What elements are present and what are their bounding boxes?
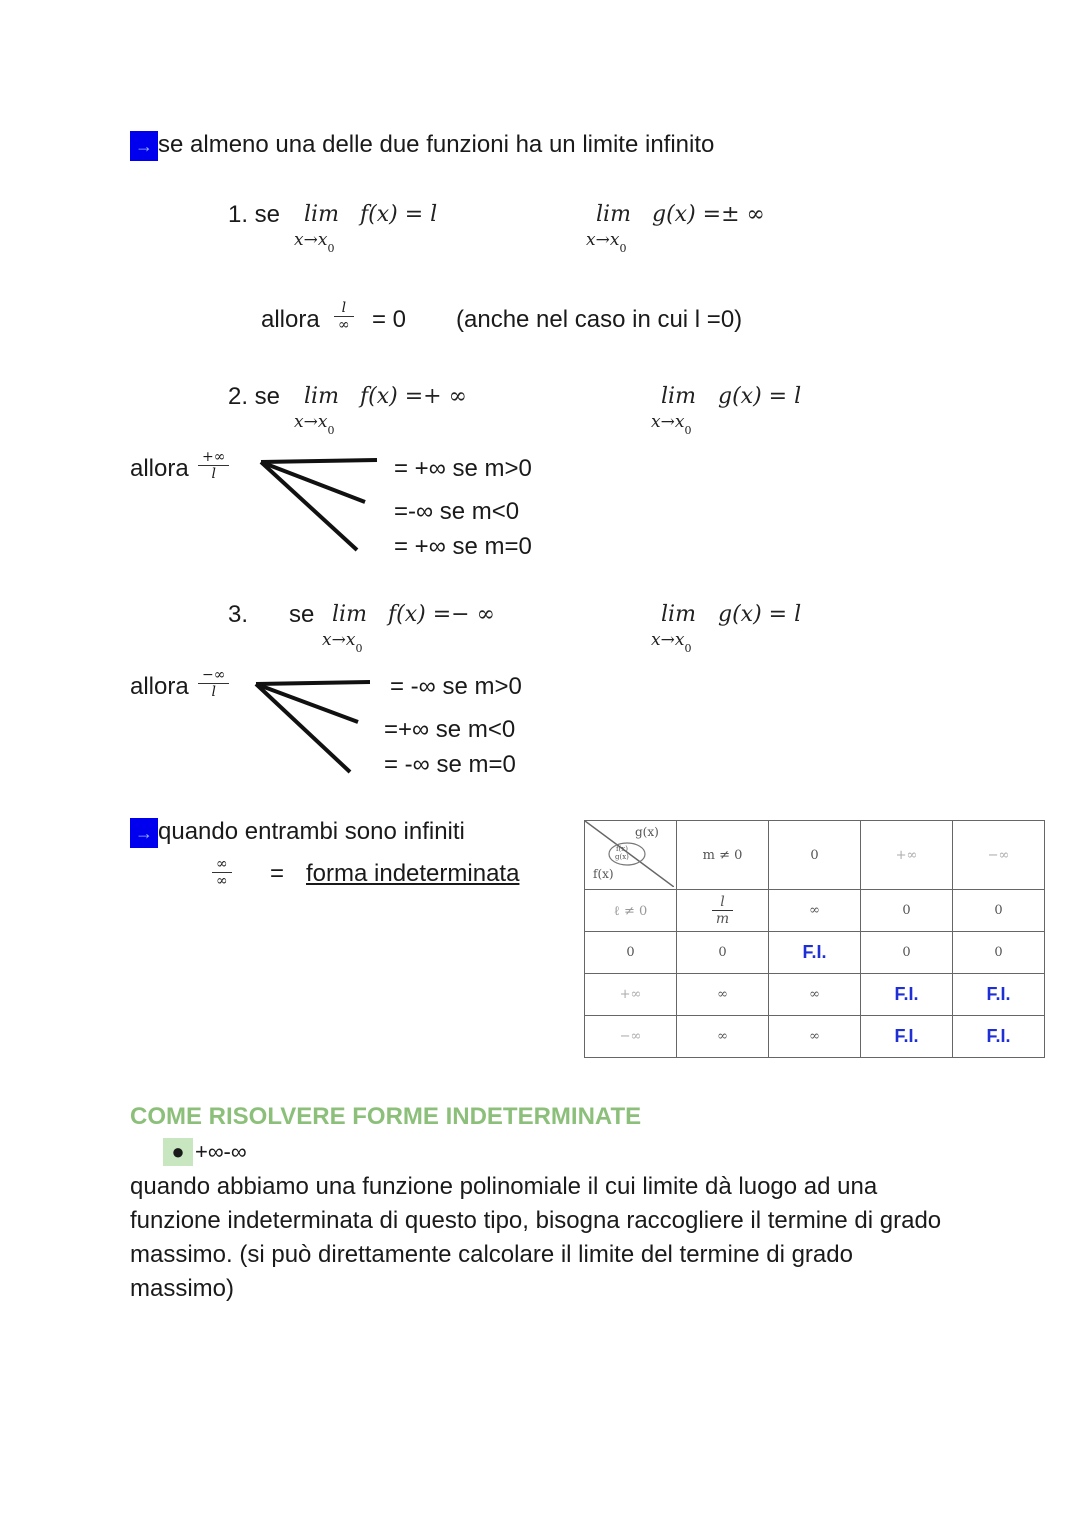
table-header-cell: m ≠ 0: [677, 821, 769, 890]
bullet-text: se almeno una delle due funzioni ha un limite infinito: [158, 131, 715, 158]
case1-fraction: $\frac{l}{\infty}$: [334, 300, 354, 333]
lim-subscript: $x\to x_0$: [294, 230, 335, 255]
arrow-marker: →: [130, 131, 158, 161]
table-cell: 0: [861, 890, 953, 932]
table-cell: ∞: [677, 974, 769, 1016]
case2-label: 2. se: [228, 383, 281, 410]
lim-word: lim: [304, 202, 339, 227]
lim-word: lim: [332, 602, 367, 627]
table-row: [585, 932, 1045, 974]
lim-subscript: $x\to x_0$: [586, 230, 627, 255]
table-cell: ∞: [677, 1016, 769, 1058]
bullet-text: quando entrambi sono infiniti: [158, 818, 465, 845]
bullet2-result: forma indeterminata: [306, 860, 520, 887]
case3-label: 3.: [228, 601, 249, 628]
table-row-label: +∞: [585, 974, 677, 1016]
table-corner-cell: [585, 821, 677, 890]
table-cell: F.I.: [953, 974, 1045, 1016]
lim-word: lim: [661, 602, 696, 627]
arrow-marker: →: [130, 818, 158, 848]
lim-subscript: $x\to x_0$: [294, 412, 335, 437]
table-row-label: ℓ ≠ 0: [585, 890, 677, 932]
table-cell: ∞: [769, 890, 861, 932]
bullet-text: +∞-∞: [195, 1139, 247, 1164]
table-header-cell: −∞: [953, 821, 1045, 890]
table-cell: ∞: [769, 1016, 861, 1058]
case2-result-1: = +∞ se m>0: [394, 455, 532, 482]
case3-se: se: [289, 601, 315, 628]
bullet2-fraction: $\frac{\infty}{\infty}$: [212, 856, 232, 889]
table-cell: 0: [953, 890, 1045, 932]
table-row: [585, 890, 1045, 932]
case3-result-2: =+∞ se m<0: [384, 716, 516, 743]
case3-result-1: = -∞ se m>0: [390, 673, 522, 700]
case1-note: (anche nel caso in cui l =0): [456, 306, 743, 333]
table-cell: F.I.: [861, 974, 953, 1016]
table-row-label: −∞: [585, 1016, 677, 1058]
section-heading: COME RISOLVERE FORME INDETERMINATE: [130, 1103, 642, 1130]
table-header-cell: +∞: [861, 821, 953, 890]
case3-f-expression: f(x) =− ∞: [388, 602, 495, 627]
lim-subscript: $x\to x_0$: [651, 630, 692, 655]
case2-result-2: =-∞ se m<0: [394, 498, 520, 525]
section-bullet-line: [163, 1138, 247, 1166]
bullet-line-2: [130, 818, 465, 848]
branch-lines: [255, 452, 385, 554]
case3-fraction: $\frac{-\infty}{l}$: [198, 667, 229, 700]
section-paragraph: quando abbiamo una funzione polinomiale il cui limite dà luogo ad una funzione indeterminata di questo tipo, bisogna raccogliere il termine di grado massimo. (si può direttamente calcolare il limite del termine di grado massimo): [130, 1173, 942, 1302]
case1-g-expression: g(x) =± ∞: [652, 202, 765, 227]
case2-g-expression: g(x) = l: [718, 384, 802, 409]
case1-result: = 0: [372, 306, 407, 333]
table-corner-g: g(x): [635, 825, 659, 839]
case2-f-expression: f(x) =+ ∞: [360, 384, 467, 409]
table-corner-f: f(x): [593, 867, 614, 881]
bullet2-equals: =: [270, 860, 285, 887]
table-row: [585, 974, 1045, 1016]
table-cell: 0: [677, 932, 769, 974]
table-cell: $\frac{l}{m}$: [677, 890, 769, 932]
table-cell: 0: [953, 932, 1045, 974]
lim-word: lim: [661, 384, 696, 409]
table-cell: F.I.: [861, 1016, 953, 1058]
case3-allora: allora: [130, 673, 189, 700]
table-row-label: 0: [585, 932, 677, 974]
lim-word: lim: [304, 384, 339, 409]
bullet-dot: ●: [163, 1138, 193, 1166]
lim-subscript: $x\to x_0$: [322, 630, 363, 655]
case2-fraction: $\frac{+\infty}{l}$: [198, 449, 229, 482]
case1-allora: allora: [261, 306, 320, 333]
table-corner-ratio: f(x) g(x): [615, 845, 629, 861]
case1-f-expression: f(x) = l: [360, 202, 438, 227]
table-cell: ∞: [769, 974, 861, 1016]
table-cell: F.I.: [953, 1016, 1045, 1058]
lim-subscript: $x\to x_0$: [651, 412, 692, 437]
table-cell: 0: [861, 932, 953, 974]
lim-word: lim: [596, 202, 631, 227]
case3-result-3: = -∞ se m=0: [384, 751, 516, 778]
table-header-cell: 0: [769, 821, 861, 890]
case1-label: 1. se: [228, 201, 281, 228]
branch-lines: [250, 672, 380, 776]
table-cell: F.I.: [769, 932, 861, 974]
case3-g-expression: g(x) = l: [718, 602, 802, 627]
indeterminate-forms-table: [584, 820, 1045, 1058]
case2-result-3: = +∞ se m=0: [394, 533, 532, 560]
bullet-line-1: [130, 131, 714, 161]
case2-allora: allora: [130, 455, 189, 482]
table-row: [585, 1016, 1045, 1058]
